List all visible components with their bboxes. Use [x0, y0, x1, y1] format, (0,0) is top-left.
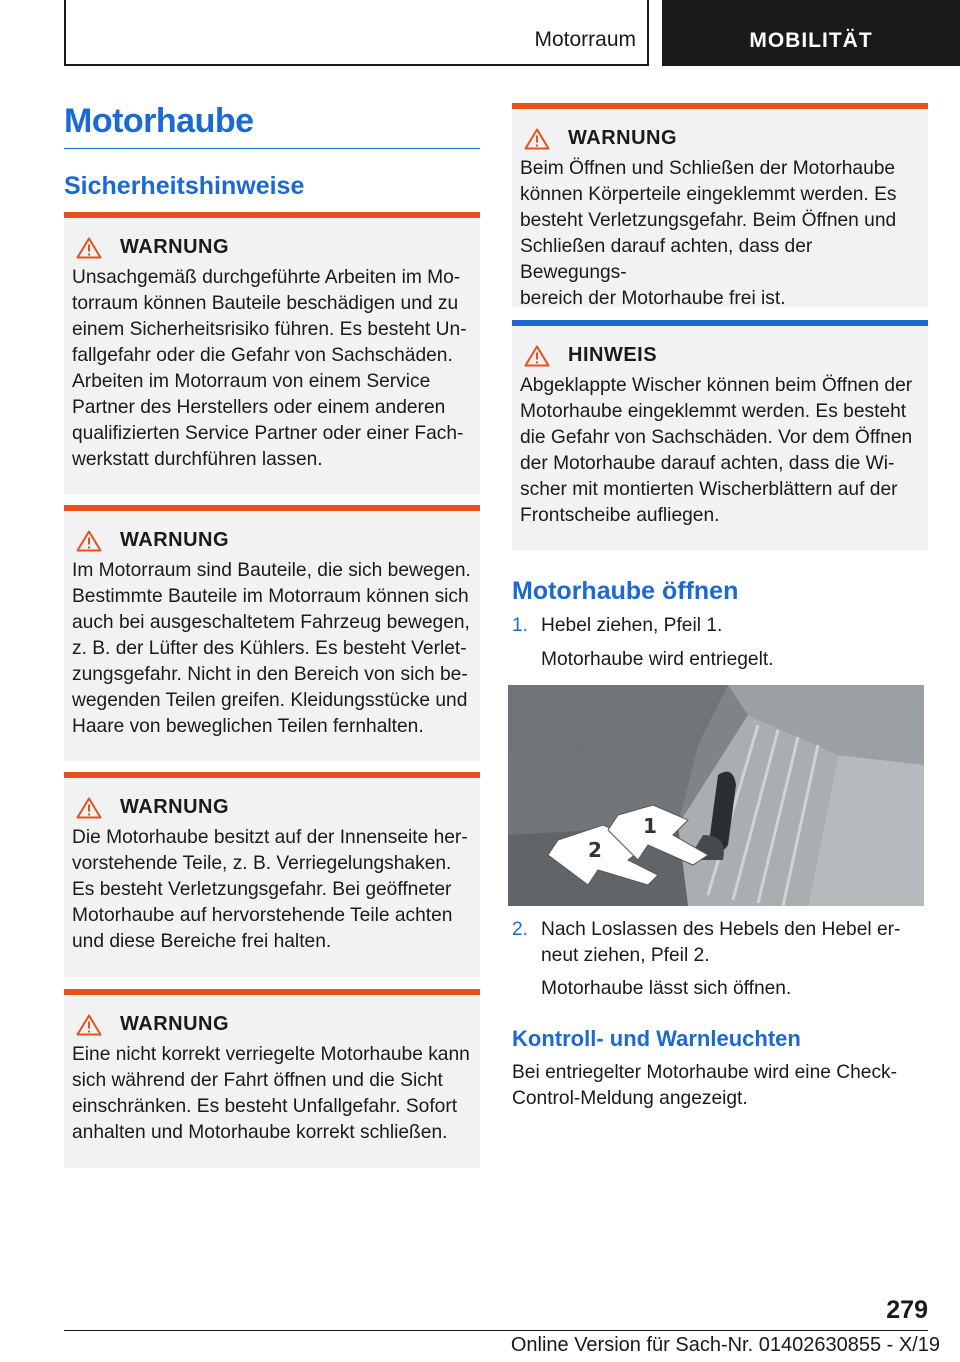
text-line: Bestimmte Bauteile im Motorraum können sich — [72, 586, 469, 607]
text-line: torraum können Bauteile beschädigen und zu — [72, 293, 459, 314]
notice-label: HINWEIS — [568, 344, 658, 366]
step-2 — [512, 917, 928, 971]
text-line: und diese Bereiche frei halten. — [72, 931, 332, 952]
header-underline — [64, 64, 648, 66]
text-line: einem Sicherheitsrisiko führen. Es besteht Un- — [72, 319, 467, 340]
step-1 — [512, 613, 928, 641]
warning-box — [64, 989, 480, 1168]
text-line: besteht Verletzungsgefahr. Beim Öffnen und — [520, 210, 897, 231]
warning-label: WARNUNG — [120, 236, 230, 258]
text-line: Bei entriegelter Motorhaube wird eine Check- — [512, 1062, 898, 1083]
section-heading-open-hood: Motorhaube öffnen — [512, 577, 739, 605]
page-number: 279 — [886, 1296, 928, 1324]
text-line: einschränken. Es besteht Unfallgefahr. Sofort — [72, 1096, 458, 1117]
text-line: Haare von beweglichen Teilen fernhalten. — [72, 716, 424, 737]
step-text — [541, 613, 926, 639]
section-heading-safety: Sicherheitshinweise — [64, 172, 305, 200]
warning-triangle-icon — [524, 128, 550, 150]
text-line: Abgeklappte Wischer können beim Öffnen der — [520, 375, 913, 396]
step-text — [541, 917, 926, 969]
footer-online-version: Online Version für Sach-Nr. 01402630855 - X/19 — [510, 1334, 940, 1356]
header-left-rule — [64, 0, 66, 66]
text-line: Motorhaube auf hervorstehende Teile achten — [72, 905, 453, 926]
title-rule — [64, 148, 480, 149]
warning-label: WARNUNG — [120, 529, 230, 551]
lights-paragraph — [512, 1060, 928, 1112]
arrow-label-1: 1 — [643, 814, 657, 838]
text-line: z. B. der Lüfter des Kühlers. Es besteht Verlet- — [72, 638, 467, 659]
header-right-rule — [647, 0, 649, 66]
warning-text — [72, 265, 472, 473]
lever-illustration — [508, 685, 924, 906]
warning-triangle-icon — [76, 797, 102, 819]
text-line: Motorhaube eingeklemmt werden. Es besteht — [520, 401, 907, 422]
step-result: Motorhaube lässt sich öffnen. — [541, 978, 792, 999]
header-chapter-tab[interactable] — [662, 0, 960, 66]
text-line: qualifizierten Service Partner oder einer Fach- — [72, 423, 464, 444]
notice-triangle-icon — [524, 345, 550, 367]
warning-box — [64, 212, 480, 494]
page-title: Motorhaube — [64, 102, 254, 140]
warning-box — [64, 505, 480, 761]
text-line: Hebel ziehen, Pfeil 1. — [541, 615, 723, 636]
text-line: Schließen darauf achten, dass der Bewegungs- — [520, 236, 813, 283]
text-line: Die Motorhaube besitzt auf der Innenseite her- — [72, 827, 468, 848]
warning-text — [72, 825, 472, 955]
text-line: Eine nicht korrekt verriegelte Motorhaube kann — [72, 1044, 470, 1065]
text-line: Arbeiten im Motorraum von einem Service — [72, 371, 431, 392]
text-line: scher mit montierten Wischerblättern auf der — [520, 479, 898, 500]
step-number: 2. — [512, 919, 529, 940]
hood-release-lever-photo — [508, 685, 924, 906]
text-line: Im Motorraum sind Bauteile, die sich bewegen. — [72, 560, 471, 581]
warning-box — [64, 772, 480, 977]
warning-label: WARNUNG — [120, 796, 230, 818]
arrow-label-2: 2 — [588, 838, 602, 862]
warning-triangle-icon — [76, 530, 102, 552]
step-result: Motorhaube wird entriegelt. — [541, 649, 774, 670]
text-line: neut ziehen, Pfeil 2. — [541, 945, 710, 966]
notice-text — [520, 373, 920, 529]
text-line: Beim Öffnen und Schließen der Motorhaube — [520, 158, 896, 179]
text-line: Partner des Herstellers oder einem anderen — [72, 397, 446, 418]
warning-label: WARNUNG — [568, 127, 678, 149]
warning-triangle-icon — [76, 1014, 102, 1036]
section-heading-lights: Kontroll- und Warnleuchten — [512, 1026, 801, 1051]
text-line: werkstatt durchführen lassen. — [72, 449, 323, 470]
text-line: Frontscheibe aufliegen. — [520, 505, 720, 526]
text-line: Es besteht Verletzungsgefahr. Bei geöffneter — [72, 879, 452, 900]
text-line: sich während der Fahrt öffnen und die Sicht — [72, 1070, 443, 1091]
notice-box — [512, 320, 928, 550]
text-line: Unsachgemäß durchgeführte Arbeiten im Mo- — [72, 267, 461, 288]
text-line: auch bei ausgeschaltetem Fahrzeug bewegen, — [72, 612, 470, 633]
text-line: zungsgefahr. Nicht in den Bereich von sich be- — [72, 664, 468, 685]
text-line: anhalten und Motorhaube korrekt schließen. — [72, 1122, 448, 1143]
text-line: die Gefahr von Sachschäden. Vor dem Öffnen — [520, 427, 913, 448]
header-chapter-label: MOBILITÄT — [749, 29, 873, 52]
text-line: wegenden Teilen greifen. Kleidungsstücke und — [72, 690, 468, 711]
text-line: können Körperteile eingeklemmt werden. Es — [520, 184, 897, 205]
text-line: der Motorhaube darauf achten, dass die Wi- — [520, 453, 895, 474]
warning-label: WARNUNG — [120, 1013, 230, 1035]
warning-text — [72, 1042, 472, 1146]
warning-triangle-icon — [76, 237, 102, 259]
header-section: Motorraum — [534, 28, 636, 51]
text-line: vorstehende Teile, z. B. Verriegelungshaken. — [72, 853, 452, 874]
text-line: Control-Meldung angezeigt. — [512, 1088, 748, 1109]
text-line: bereich der Motorhaube frei ist. — [520, 288, 786, 309]
warning-text — [520, 156, 920, 312]
warning-text — [72, 558, 472, 740]
warning-box — [512, 103, 928, 307]
footer-rule — [64, 1330, 928, 1331]
step-number: 1. — [512, 615, 529, 636]
text-line: fallgefahr oder die Gefahr von Sachschäden. — [72, 345, 453, 366]
text-line: Nach Loslassen des Hebels den Hebel er- — [541, 919, 901, 940]
